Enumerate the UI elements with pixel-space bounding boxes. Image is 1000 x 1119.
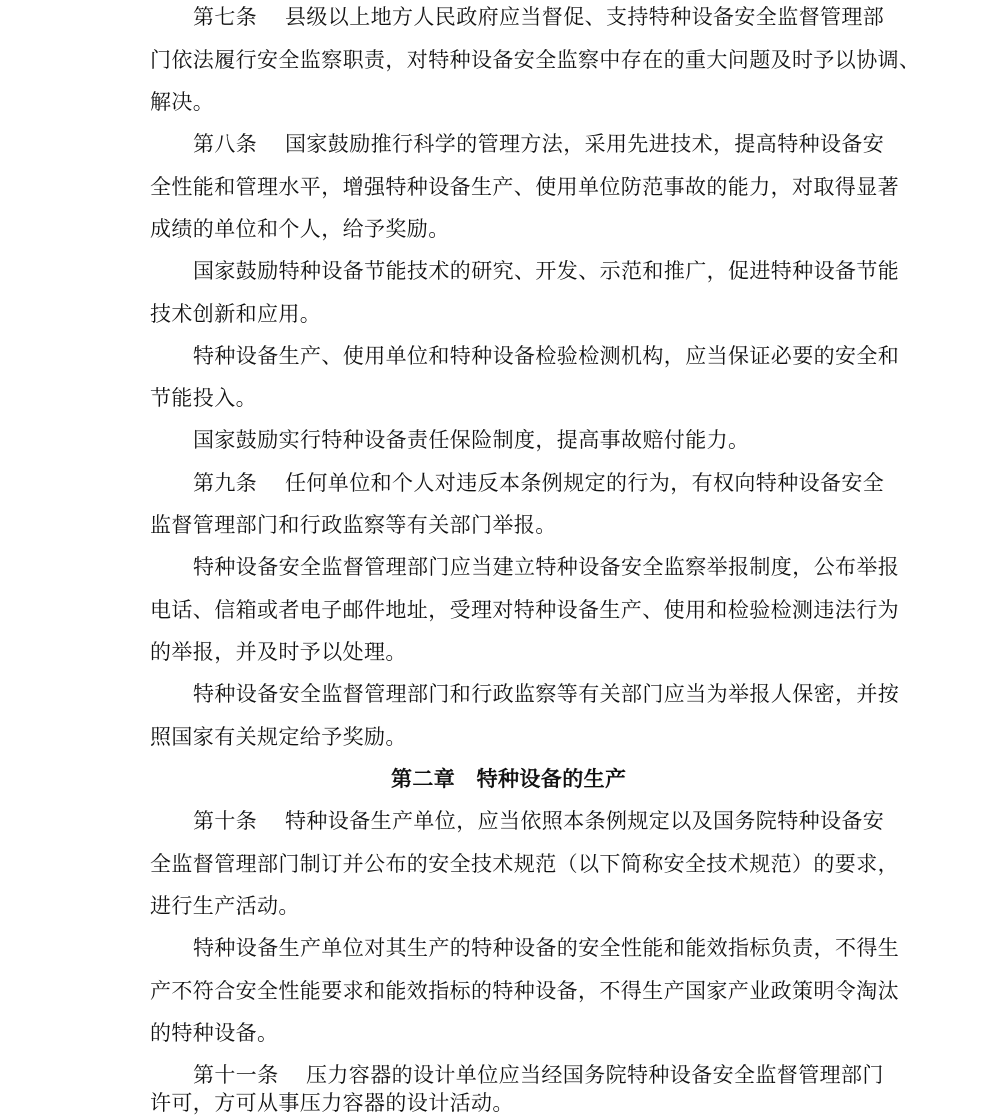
- line-text: 特种设备生产单位，应当依照本条例规定以及国务院特种设备安: [285, 809, 885, 833]
- paragraph-line: 特种设备生产、使用单位和特种设备检验检测机构，应当保证必要的安全和: [193, 344, 900, 368]
- paragraph-line: [193, 1062, 884, 1088]
- paragraph-line: 技术创新和应用。: [150, 302, 322, 326]
- paragraph-line: [193, 4, 884, 30]
- line-text: 县级以上地方人民政府应当督促、支持特种设备安全监督管理部: [285, 5, 885, 29]
- paragraph-line: 许可，方可从事压力容器的设计活动。: [150, 1091, 514, 1115]
- paragraph-line: 国家鼓励特种设备节能技术的研究、开发、示范和推广，促进特种设备节能: [193, 259, 900, 283]
- article-number: 第十一条: [193, 1063, 279, 1087]
- paragraph-line: [193, 808, 884, 834]
- paragraph-line: 监督管理部门和行政监察等有关部门举报。: [150, 513, 557, 537]
- article-number: 第十条: [193, 809, 258, 833]
- paragraph-line: [193, 131, 884, 157]
- paragraph-line: 的举报，并及时予以处理。: [150, 640, 407, 664]
- paragraph-line: 国家鼓励实行特种设备责任保险制度，提高事故赔付能力。: [193, 428, 750, 452]
- article-number: 第八条: [193, 132, 258, 156]
- paragraph-line: [193, 470, 884, 496]
- paragraph-line: 特种设备安全监督管理部门和行政监察等有关部门应当为举报人保密，并按: [193, 682, 900, 706]
- article-number: 第九条: [193, 471, 258, 495]
- paragraph-line: 电话、信箱或者电子邮件地址，受理对特种设备生产、使用和检验检测违法行为: [150, 598, 899, 622]
- paragraph-line: 解决。: [150, 90, 215, 114]
- article-number: 第七条: [193, 5, 258, 29]
- paragraph-line: 的特种设备。: [150, 1021, 279, 1045]
- paragraph-line: 进行生产活动。: [150, 894, 300, 918]
- paragraph-line: 全性能和管理水平，增强特种设备生产、使用单位防范事故的能力，对取得显著: [150, 175, 899, 199]
- paragraph-line: 节能投入。: [150, 386, 257, 410]
- chapter-heading: 第二章 特种设备的生产: [391, 766, 627, 791]
- paragraph-line: 成绩的单位和个人，给予奖励。: [150, 217, 450, 241]
- paragraph-line: 照国家有关规定给予奖励。: [150, 725, 407, 749]
- paragraph-line: 门依法履行安全监察职责，对特种设备安全监察中存在的重大问题及时予以协调、: [150, 48, 921, 72]
- paragraph-line: 特种设备生产单位对其生产的特种设备的安全性能和能效指标负责，不得生: [193, 936, 900, 960]
- paragraph-line: 全监督管理部门制订并公布的安全技术规范（以下简称安全技术规范）的要求，: [150, 852, 899, 876]
- line-text: 任何单位和个人对违反本条例规定的行为，有权向特种设备安全: [285, 471, 885, 495]
- line-text: 压力容器的设计单位应当经国务院特种设备安全监督管理部门: [306, 1063, 884, 1087]
- line-text: 国家鼓励推行科学的管理方法，采用先进技术，提高特种设备安: [285, 132, 885, 156]
- paragraph-line: 特种设备安全监督管理部门应当建立特种设备安全监察举报制度，公布举报: [193, 555, 900, 579]
- paragraph-line: 产不符合安全性能要求和能效指标的特种设备，不得生产国家产业政策明令淘汰: [150, 979, 899, 1003]
